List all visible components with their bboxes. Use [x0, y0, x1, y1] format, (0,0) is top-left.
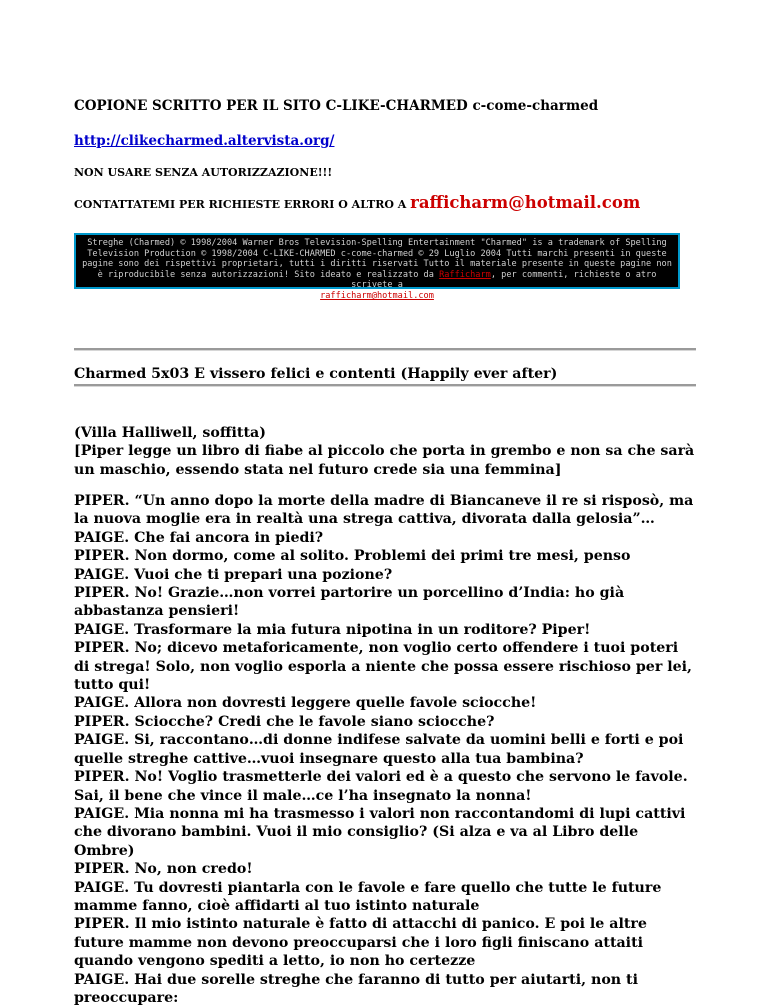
usage-warning: NON USARE SENZA AUTORIZZAZIONE!!!	[74, 166, 333, 179]
site-url-link[interactable]: http://clikecharmed.altervista.org/	[74, 133, 335, 149]
dialogue-line: PAIGE. Vuoi che ti prepari una pozione?	[74, 566, 393, 583]
copyright-text-middle: , per commenti, richieste o atro scrivete a	[351, 269, 657, 291]
divider-bottom	[74, 384, 696, 387]
scene-location: (Villa Halliwell, soffitta)	[74, 425, 266, 441]
dialogue-line: PAIGE. Si, raccontano…di donne indifese salvate da uomini belli e forti e poi quelle streghe cattive…vuoi insegnare questo alla tua bambina?	[74, 732, 684, 767]
copyright-text: Streghe (Charmed) © 1998/2004 Warner Bros Television-Spelling Entertainment "Charmed" is a trademark of Spelling Television Production © 1998/2004 C-LIKE-CHARMED c-come-charmed © 29 Luglio 2004 Tutti marchi presenti in queste pagine sono dei rispettivi proprietari, tutti i diritti riservati Tutto il materiale presente in queste pagine non è riproducibile senza autorizzazioni! Sito ideato e realizzato da	[82, 238, 672, 280]
divider-top	[74, 348, 696, 351]
script-dialogue	[74, 492, 696, 1007]
dialogue-line: PIPER. “Un anno dopo la morte della madre di Biancaneve il re si risposò, ma la nuova moglie era in realtà una strega cattiva, divorata dalla gelosia”…	[74, 493, 694, 528]
contact-email-link[interactable]: rafficharm@hotmail.com	[410, 193, 641, 212]
stage-direction: [Piper legge un libro di fiabe al piccolo che porta in grembo e non sa che sarà un maschio, essendo stata nel futuro crede sia una femmina]	[74, 443, 695, 478]
dialogue-line: PIPER. No! Voglio trasmetterle dei valori ed è a questo che servono le favole. Sai, il bene che vince il male…ce l’ha insegnato la nonna!	[74, 769, 688, 804]
episode-title: Charmed 5x03 E vissero felici e contenti (Happily ever after)	[74, 366, 558, 382]
copyright-banner	[74, 233, 680, 301]
dialogue-line: PAIGE. Trasformare la mia futura nipotina in un roditore? Piper!	[74, 621, 591, 638]
dialogue-line: PAIGE. Che fai ancora in piedi?	[74, 529, 324, 546]
scene-heading	[74, 424, 696, 479]
author-link[interactable]: Rafficharm	[439, 269, 491, 280]
dialogue-line: PIPER. No! Grazie…non vorrei partorire un porcellino d’India: ho già abbastanza pensieri!	[74, 585, 625, 620]
dialogue-line: PIPER. Il mio istinto naturale è fatto di attacchi di panico. E poi le altre future mamme non devono preoccuparsi che i loro figli finiscano attaiti quando vengono spediti a letto, io non ho certezze	[74, 916, 647, 970]
dialogue-line: PAIGE. Hai due sorelle streghe che faranno di tutto per aiutarti, non ti preoccupare:	[74, 971, 638, 1006]
document-title: COPIONE SCRITTO PER IL SITO C-LIKE-CHARMED c-come-charmed	[74, 98, 599, 114]
contact-line	[74, 193, 640, 212]
dialogue-line: PAIGE. Mia nonna mi ha trasmesso i valori non raccontandomi di lupi cattivi che divorano bambini. Vuoi il mio consiglio? (Si alza e va al Libro delle Ombre)	[74, 805, 686, 859]
dialogue-line: PIPER. Sciocche? Credi che le favole siano sciocche?	[74, 713, 495, 730]
dialogue-line: PIPER. No, non credo!	[74, 861, 253, 878]
dialogue-line: PAIGE. Tu dovresti piantarla con le favole e fare quello che tutte le future mamme fanno, cioè affidarti al tuo istinto naturale	[74, 879, 662, 914]
contact-label: CONTATTATEMI PER RICHIESTE ERRORI O ALTRO A	[74, 198, 411, 211]
banner-email-link[interactable]: rafficharm@hotmail.com	[320, 290, 434, 301]
dialogue-line: PIPER. No; dicevo metaforicamente, non voglio certo offendere i tuoi poteri di strega! Solo, non voglio esporla a niente che possa essere rischioso per lei, tutto qui!	[74, 640, 692, 694]
dialogue-line: PAIGE. Allora non dovresti leggere quelle favole sciocche!	[74, 695, 537, 712]
dialogue-line: PIPER. Non dormo, come al solito. Problemi dei primi tre mesi, penso	[74, 548, 631, 565]
